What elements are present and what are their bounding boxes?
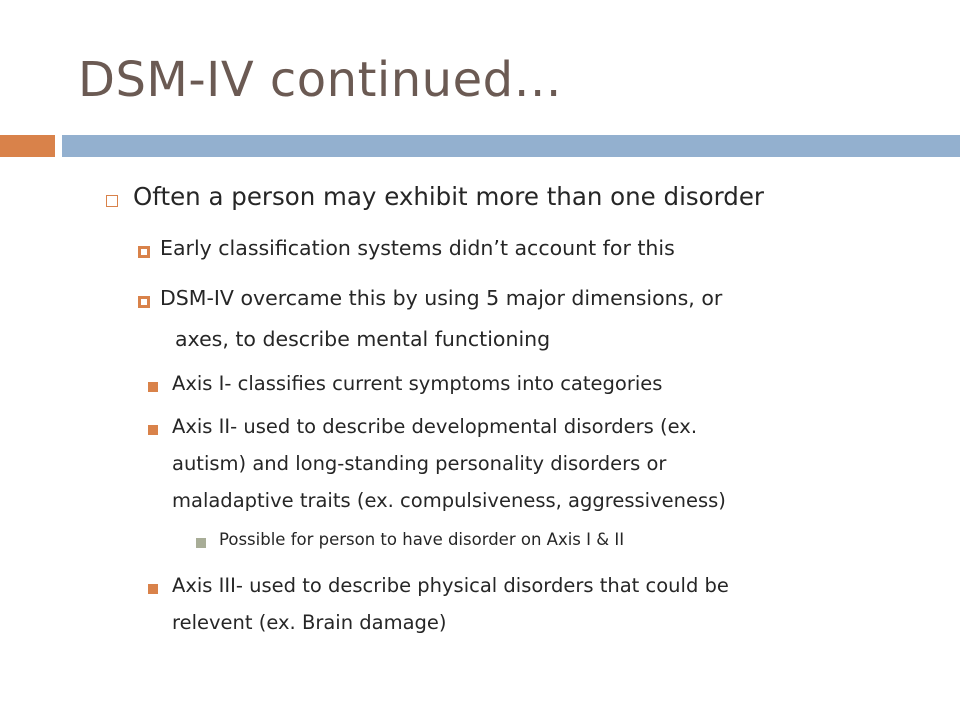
bullet-level1-line: Often a person may exhibit more than one disorder	[133, 182, 764, 211]
slide-title: DSM-IV continued…	[78, 52, 563, 108]
bullet-level3-line: relevent (ex. Brain damage)	[172, 611, 447, 634]
framed-square-bullet-icon	[138, 246, 150, 258]
filled-square-bullet-icon	[148, 425, 158, 435]
bullet-level3-line: Axis I- classifies current symptoms into categories	[172, 372, 663, 395]
hollow-square-bullet-icon	[106, 195, 118, 207]
bullet-level3-line: autism) and long-standing personality disorders or	[172, 452, 667, 475]
framed-square-bullet-icon	[138, 296, 150, 308]
title-underline-bar	[62, 135, 960, 157]
bullet-level2-line: DSM-IV overcame this by using 5 major dimensions, or	[160, 286, 723, 310]
title-accent-bar	[0, 135, 55, 157]
bullet-level4-line: Possible for person to have disorder on Axis I & II	[219, 530, 625, 549]
bullet-level3-line: maladaptive traits (ex. compulsiveness, aggressiveness)	[172, 489, 726, 512]
bullet-level2-line: axes, to describe mental functioning	[175, 327, 551, 351]
gray-square-bullet-icon	[196, 538, 206, 548]
filled-square-bullet-icon	[148, 584, 158, 594]
bullet-level3-line: Axis III- used to describe physical disorders that could be	[172, 574, 729, 597]
filled-square-bullet-icon	[148, 382, 158, 392]
bullet-level2-line: Early classification systems didn’t account for this	[160, 236, 675, 260]
bullet-level3-line: Axis II- used to describe developmental disorders (ex.	[172, 415, 698, 438]
